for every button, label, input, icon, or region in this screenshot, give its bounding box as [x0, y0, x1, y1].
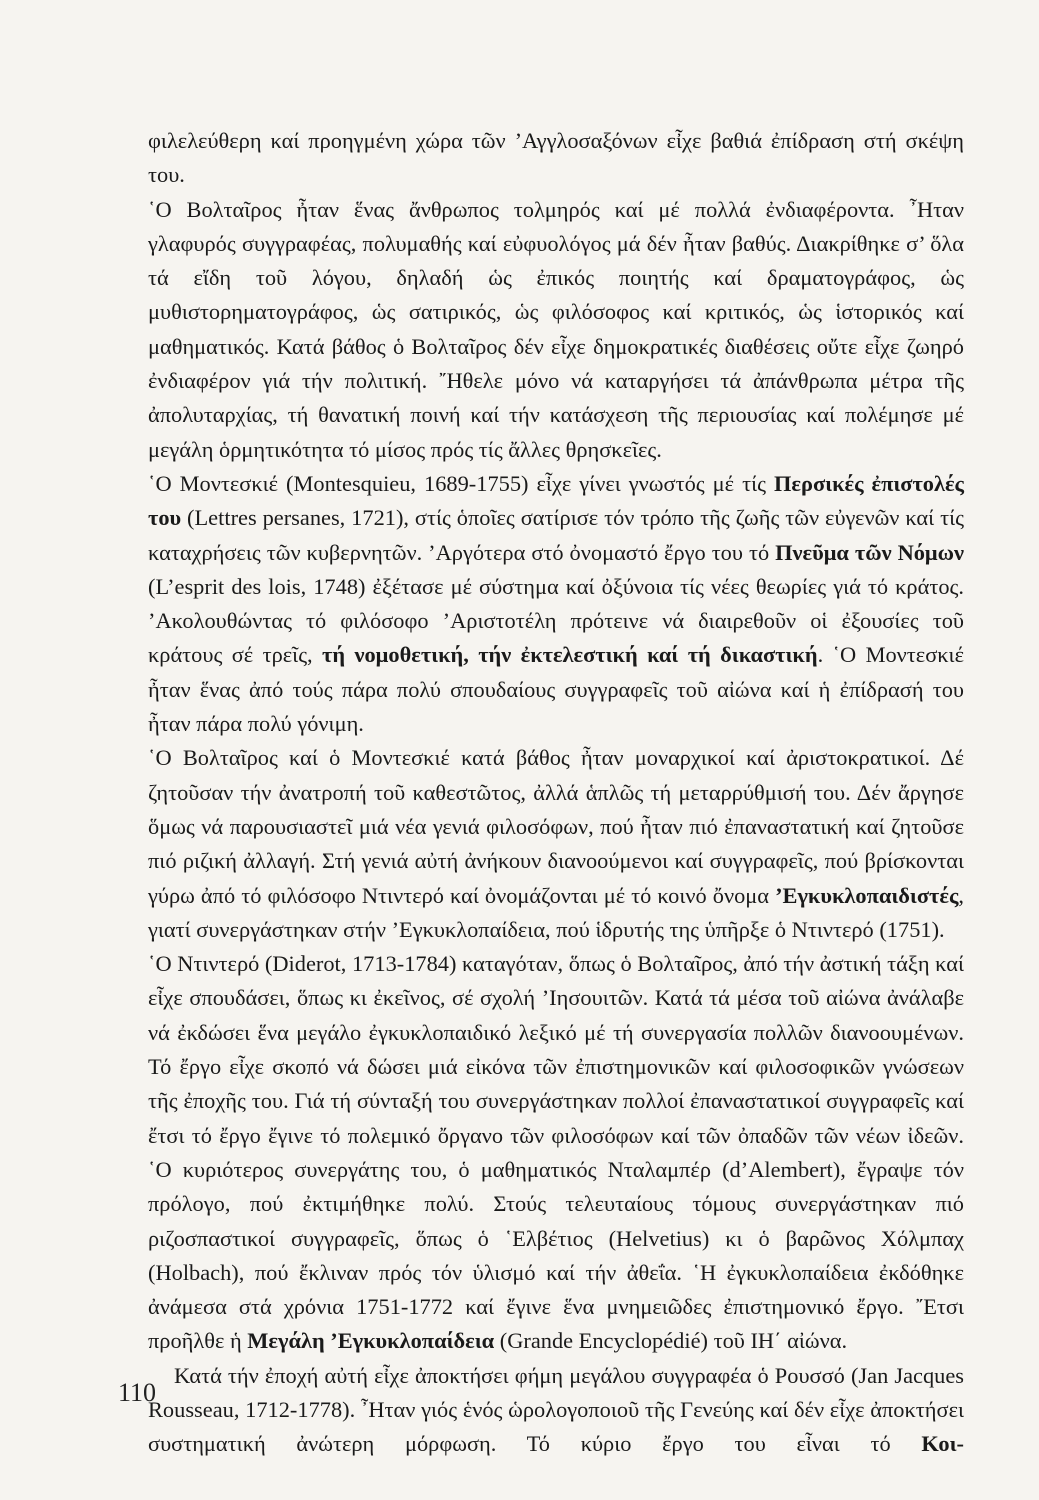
body-text [148, 124, 964, 1462]
paragraph-1 [148, 124, 964, 193]
paragraph-4-bold-encyclopedists: ’Εγκυκλοπαιδιστές [775, 882, 959, 908]
paragraph-3-bold-three-powers: τή νομοθετική, τήν ἐκτελεστική καί τή δικαστική [322, 642, 818, 668]
page-number: 110 [118, 1378, 157, 1407]
paragraph-5-bold-great-encyclopedia: Μεγάλη ’Εγκυκλοπαίδεια [247, 1328, 495, 1354]
paragraph-1-text: φιλελεύθερη καί προηγμένη χώρα τῶν ’Αγγλοσαξόνων εἶχε βαθιά ἐπίδραση στή σκέψη του. [148, 128, 964, 188]
paragraph-6-text-a: Κατά τήν ἐποχή αὐτή εἶχε ἀποκτήσει φήμη μεγάλου συγγραφέα ὁ Ρουσσό (Jan Jacques Rousseau, 1712-1778). ῏Ηταν γιός ἑνός ὡρολογοποιοῦ τῆς Γενεύης καί δέν εἶχε ἀποκτήσει συστηματική ἀνώτερη μόρφωση. Τό κύριο ἔργο του εἶναι τό [148, 1362, 964, 1457]
paragraph-3-text-a: ῾Ο Μοντεσκιέ (Montesquieu, 1689-1755) εἶχε γίνει γνωστός μέ τίς [148, 470, 774, 496]
paragraph-3-text-b: (Lettres persanes, 1721), στίς ὁποῖες σατίρισε τόν τρόπο τῆς ζωῆς τῶν εὐγενῶν καί τίς καταχρήσεις τῶν κυβερνητῶν. ’Αργότερα στό ὀνομαστό ἔργο του τό [148, 505, 964, 565]
paragraph-3-bold-persian-letters: Περσικές ἐπιστολές του [148, 470, 965, 531]
paragraph-3-text-d: . ῾Ο Μοντεσκιέ ἦταν ἕνας ἀπό τούς πάρα πολύ σπουδαίους συγγραφεῖς τοῦ αἰώνα καί ἡ ἐπίδρασή του ἦταν πάρα πολύ γόνιμη. [148, 642, 964, 737]
paragraph-4-text-b: , γιατί συνεργάστηκαν στήν ’Εγκυκλοπαίδεια, πού ἱδρυτής της ὑπῆρξε ὁ Ντιντερό (1751). [148, 882, 964, 942]
paragraph-5-text-b: (Grande Encyclopédié) τοῦ ΙΗ΄ αἰώνα. [494, 1328, 848, 1354]
paragraph-2 [148, 193, 964, 467]
paragraph-2-text: ῾Ο Βολταῖρος ἦταν ἕνας ἄνθρωπος τολμηρός καί μέ πολλά ἐνδιαφέροντα. ῏Ηταν γλαφυρός συγγραφέας, πολυμαθής καί εὐφυολόγος μά δέν ἦταν βαθύς. Διακρίθηκε σ’ ὅλα τά εἴδη τοῦ λόγου, δηλαδή ὡς ἐπικός ποιητής καί δραματογράφος, ὡς μυθιστορηματογράφος, ὡς σατιρικός, ὡς φιλόσοφος καί κριτικός, ὡς ἱστορικός καί μαθηματικός. Κατά βάθος ὁ Βολταῖρος δέν εἶχε δημοκρατικές διαθέσεις οὔτε εἶχε ζωηρό ἐνδιαφέρον γιά τήν πολιτική. ῎Ηθελε μόνο νά καταργήσει τά ἀπάνθρωπα μέτρα τῆς ἀπολυταρχίας, τή θανατική ποινή καί τήν κατάσχεση τῆς περιουσίας καί πολέμησε μέ μεγάλη ὁρμητικότητα τό μίσος πρός τίς ἄλλες θρησκεῖες. [148, 196, 964, 462]
paragraph-3-bold-spirit-of-laws: Πνεῦμα τῶν Νόμων [775, 539, 964, 565]
paragraph-4 [148, 741, 964, 947]
paragraph-5 [148, 947, 964, 1359]
paragraph-3 [148, 467, 964, 741]
paragraph-4-text-a: ῾Ο Βολταῖρος καί ὁ Μοντεσκιέ κατά βάθος ἦταν μοναρχικοί καί ἀριστοκρατικοί. Δέ ζητοῦσαν τήν ἀνατροπή τοῦ καθεστῶτος, ἀλλά ἁπλῶς τή μεταρρύθμισή του. Δέν ἄργησε ὅμως νά παρουσιαστεῖ μιά νέα γενιά φιλοσόφων, πού ἦταν πιό ἐπαναστατική καί ζητοῦσε πιό ριζική ἀλλαγή. Στή γενιά αὐτή ἀνήκουν διανοούμενοι καί συγγραφεῖς, πού βρίσκονται γύρω ἀπό τό φιλόσοφο Ντιντερό καί ὀνομάζονται μέ τό κοινό ὄνομα [148, 745, 964, 908]
paragraph-6 [148, 1359, 964, 1462]
paragraph-3-text-c: (L’esprit des lois, 1748) ἐξέτασε μέ σύστημα καί ὀξύνοια τίς νέες θεωρίες γιά τό κράτος. ’Ακολουθώντας τό φιλόσοφο ’Αριστοτέλη πρότεινε νά διαιρεθοῦν οἱ ἐξουσίες τοῦ κράτους σέ τρεῖς, [148, 573, 964, 668]
paragraph-5-text-a: ῾Ο Ντιντερό (Diderot, 1713-1784) καταγόταν, ὅπως ὁ Βολταῖρος, ἀπό τήν ἀστική τάξη καί εἶχε σπουδάσει, ὅπως κι ἐκεῖνος, σέ σχολή ’Ιησουιτῶν. Κατά τά μέσα τοῦ αἰώνα ἀνάλαβε νά ἐκδώσει ἕνα μεγάλο ἐγκυκλοπαιδικό λεξικό μέ τή συνεργασία πολλῶν διανοουμένων. Τό ἔργο εἶχε σκοπό νά δώσει μιά εἰκόνα τῶν ἐπιστημονικῶν καί φιλοσοφικῶν γνώσεων τῆς ἐποχῆς του. Γιά τή σύνταξή του συνεργάστηκαν πολλοί ἐπαναστατικοί συγγραφεῖς καί ἔτσι τό ἔργο ἔγινε τό πολεμικό ὄργανο τῶν φιλοσόφων καί τῶν ὀπαδῶν τῶν νέων ἰδεῶν. ῾Ο κυριότερος συνεργάτης του, ὁ μαθηματικός Νταλαμπέρ (d’Alembert), ἔγραψε τόν πρόλογο, πού ἐκτιμήθηκε πολύ. Στούς τελευταίους τόμους συνεργάστηκαν πιό ριζοσπαστικοί συγγραφεῖς, ὅπως ὁ ῾Ελβέτιος (Helvetius) κι ὁ βαρῶνος Χόλμπαχ (Holbach), πού ἔκλιναν πρός τόν ὑλισμό καί τήν ἀθεΐα. ῾Η ἐγκυκλοπαίδεια ἐκδόθηκε ἀνάμεσα στά χρόνια 1751-1772 καί ἔγινε ἕνα μνημειῶδες ἐπιστημονικό ἔργο. ῎Ετσι προῆλθε ἡ [148, 951, 964, 1354]
paragraph-6-bold-social-contract: Κοι- [921, 1431, 964, 1457]
